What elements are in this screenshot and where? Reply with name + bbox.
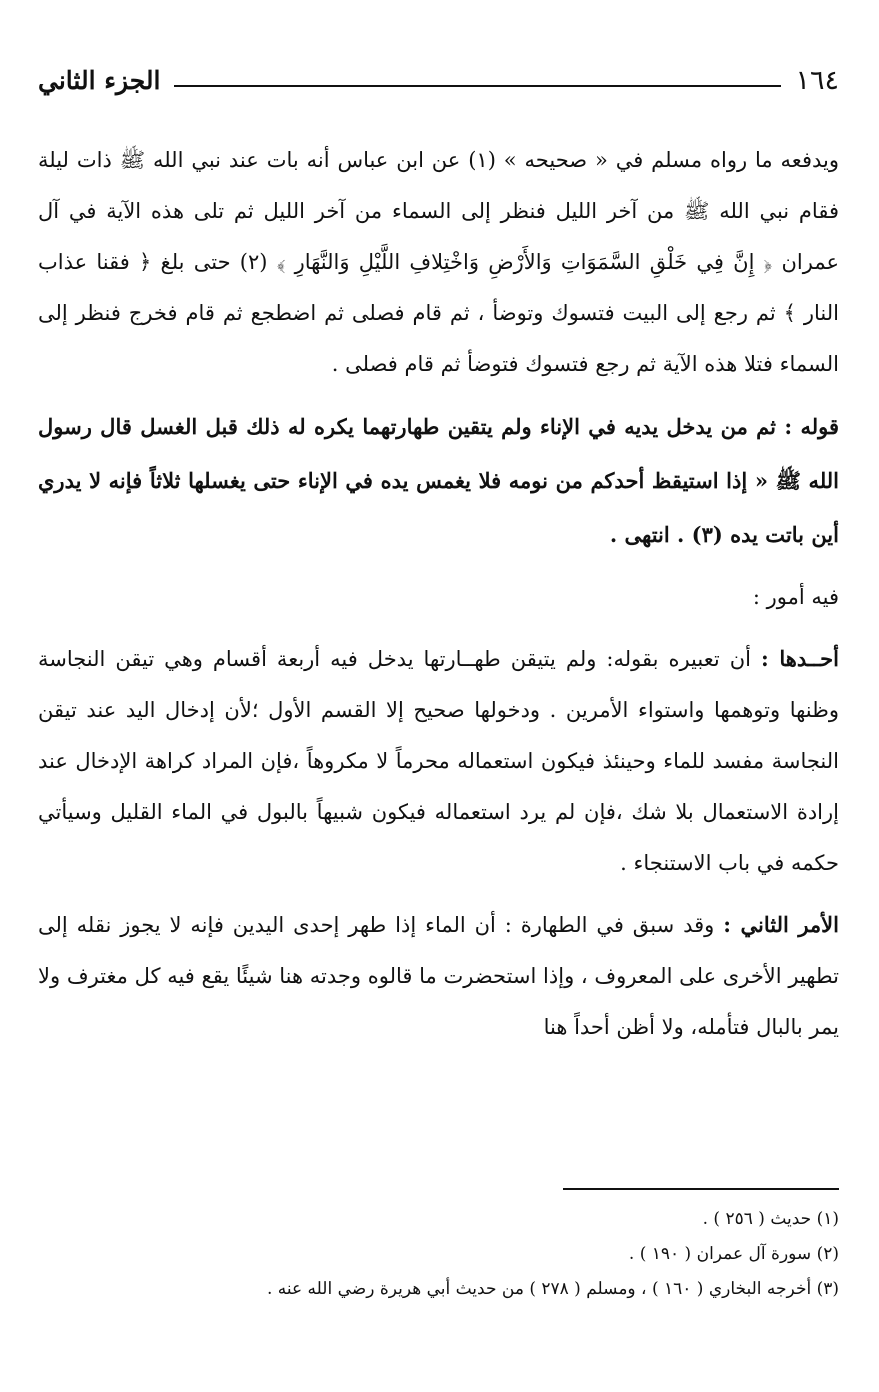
- paragraph-matters-intro: فيه أمور :: [752, 585, 839, 609]
- page-body: [38, 135, 839, 1053]
- paragraph-hadith-ibn-abbas: ويدفعه ما رواه مسلم في « صحيحه » (١) عن ابن عباس أنه بات عند نبي الله ﷺ ذات ليلة فقام نبي الله ﷺ من آخر الليل فنظر إلى السماء من آخر الليل ثم تلى هذه الآية في آل عمران ﴿ إِنَّ فِي خَلْقِ السَّمَوَاتِ وَالأَرْضِ وَاخْتِلافِ اللَّيْلِ وَالنَّهَارِ ﴾ (٢) حتى بلغ ﴿ فقنا عذاب النار ﴾ ثم رجع إلى البيت فتسوك وتوضأ ، ثم قام فصلى ثم اضطجع ثم قام فخرج فنظر إلى السماء فتلا هذه الآية ثم رجع فتسوك فتوضأ ثم قام فصلى .: [38, 148, 840, 376]
- paragraph-matn-quote: قوله : ثم من يدخل يديه في الإناء ولم يتقين طهارتهما يكره له ذلك قبل الغسل قال رسول الله ﷺ « إذا استيقظ أحدكم من نومه فلا يغمس يده في الإناء حتى يغسلها ثلاثاً فإنه لا يدري أين باتت يده (٣) . انتهى .: [38, 414, 839, 547]
- footnote-3: (٣) أخرجه البخاري ( ١٦٠ ) ، ومسلم ( ٢٧٨ ) من حديث أبي هريرة رضي الله عنه .: [266, 1279, 839, 1299]
- footnote-rule: [563, 1188, 839, 1190]
- page-number: ١٦٤: [795, 64, 839, 96]
- paragraph-first-matter: [38, 633, 839, 889]
- footnote-2: (٢) سورة آل عمران ( ١٩٠ ) .: [628, 1244, 839, 1264]
- paragraph-second-matter: [38, 899, 839, 1053]
- paragraph-lead: الأمر الثاني :: [723, 912, 839, 937]
- header-rule: [174, 85, 781, 87]
- paragraph-lead: أحــدها :: [760, 646, 839, 671]
- part-title: الجزء الثاني: [38, 65, 161, 95]
- footnote-1: (١) حديث ( ٢٥٦ ) .: [702, 1209, 839, 1229]
- page-header: [38, 62, 839, 98]
- footnotes: [38, 1188, 839, 1307]
- paragraph-text: وقد سبق في الطهارة : أن الماء إذا طهر إحدى اليدين فإنه لا يجوز نقله إلى تطهير الأخرى على المعروف ، وإذا استحضرت ما قالوه وجدته هنا شيئًا يقع فيه كل مغترف ولا يمر بالبال فتأمله، ولا أظن أحداً هنا: [38, 913, 839, 1039]
- paragraph-text: أن تعبيره بقوله: ولم يتيقن طهــارتها يدخل فيه أربعة أقسام وهي تيقن النجاسة وظنها وتوهمها واستواء الأمرين . ودخولها صحيح إلا القسم الأول ؛لأن إدخال اليد عند تيقن النجاسة مفسد للماء وحينئذ فيكون استعماله محرماً لا مكروهاً ،فإن المراد كراهة الإدخال عند إرادة الاستعمال بلا شك ،فإن لم يرد استعماله فيكون شبيهاً بالبول في الماء القليل وسيأتي حكمه في باب الاستنجاء .: [38, 647, 839, 875]
